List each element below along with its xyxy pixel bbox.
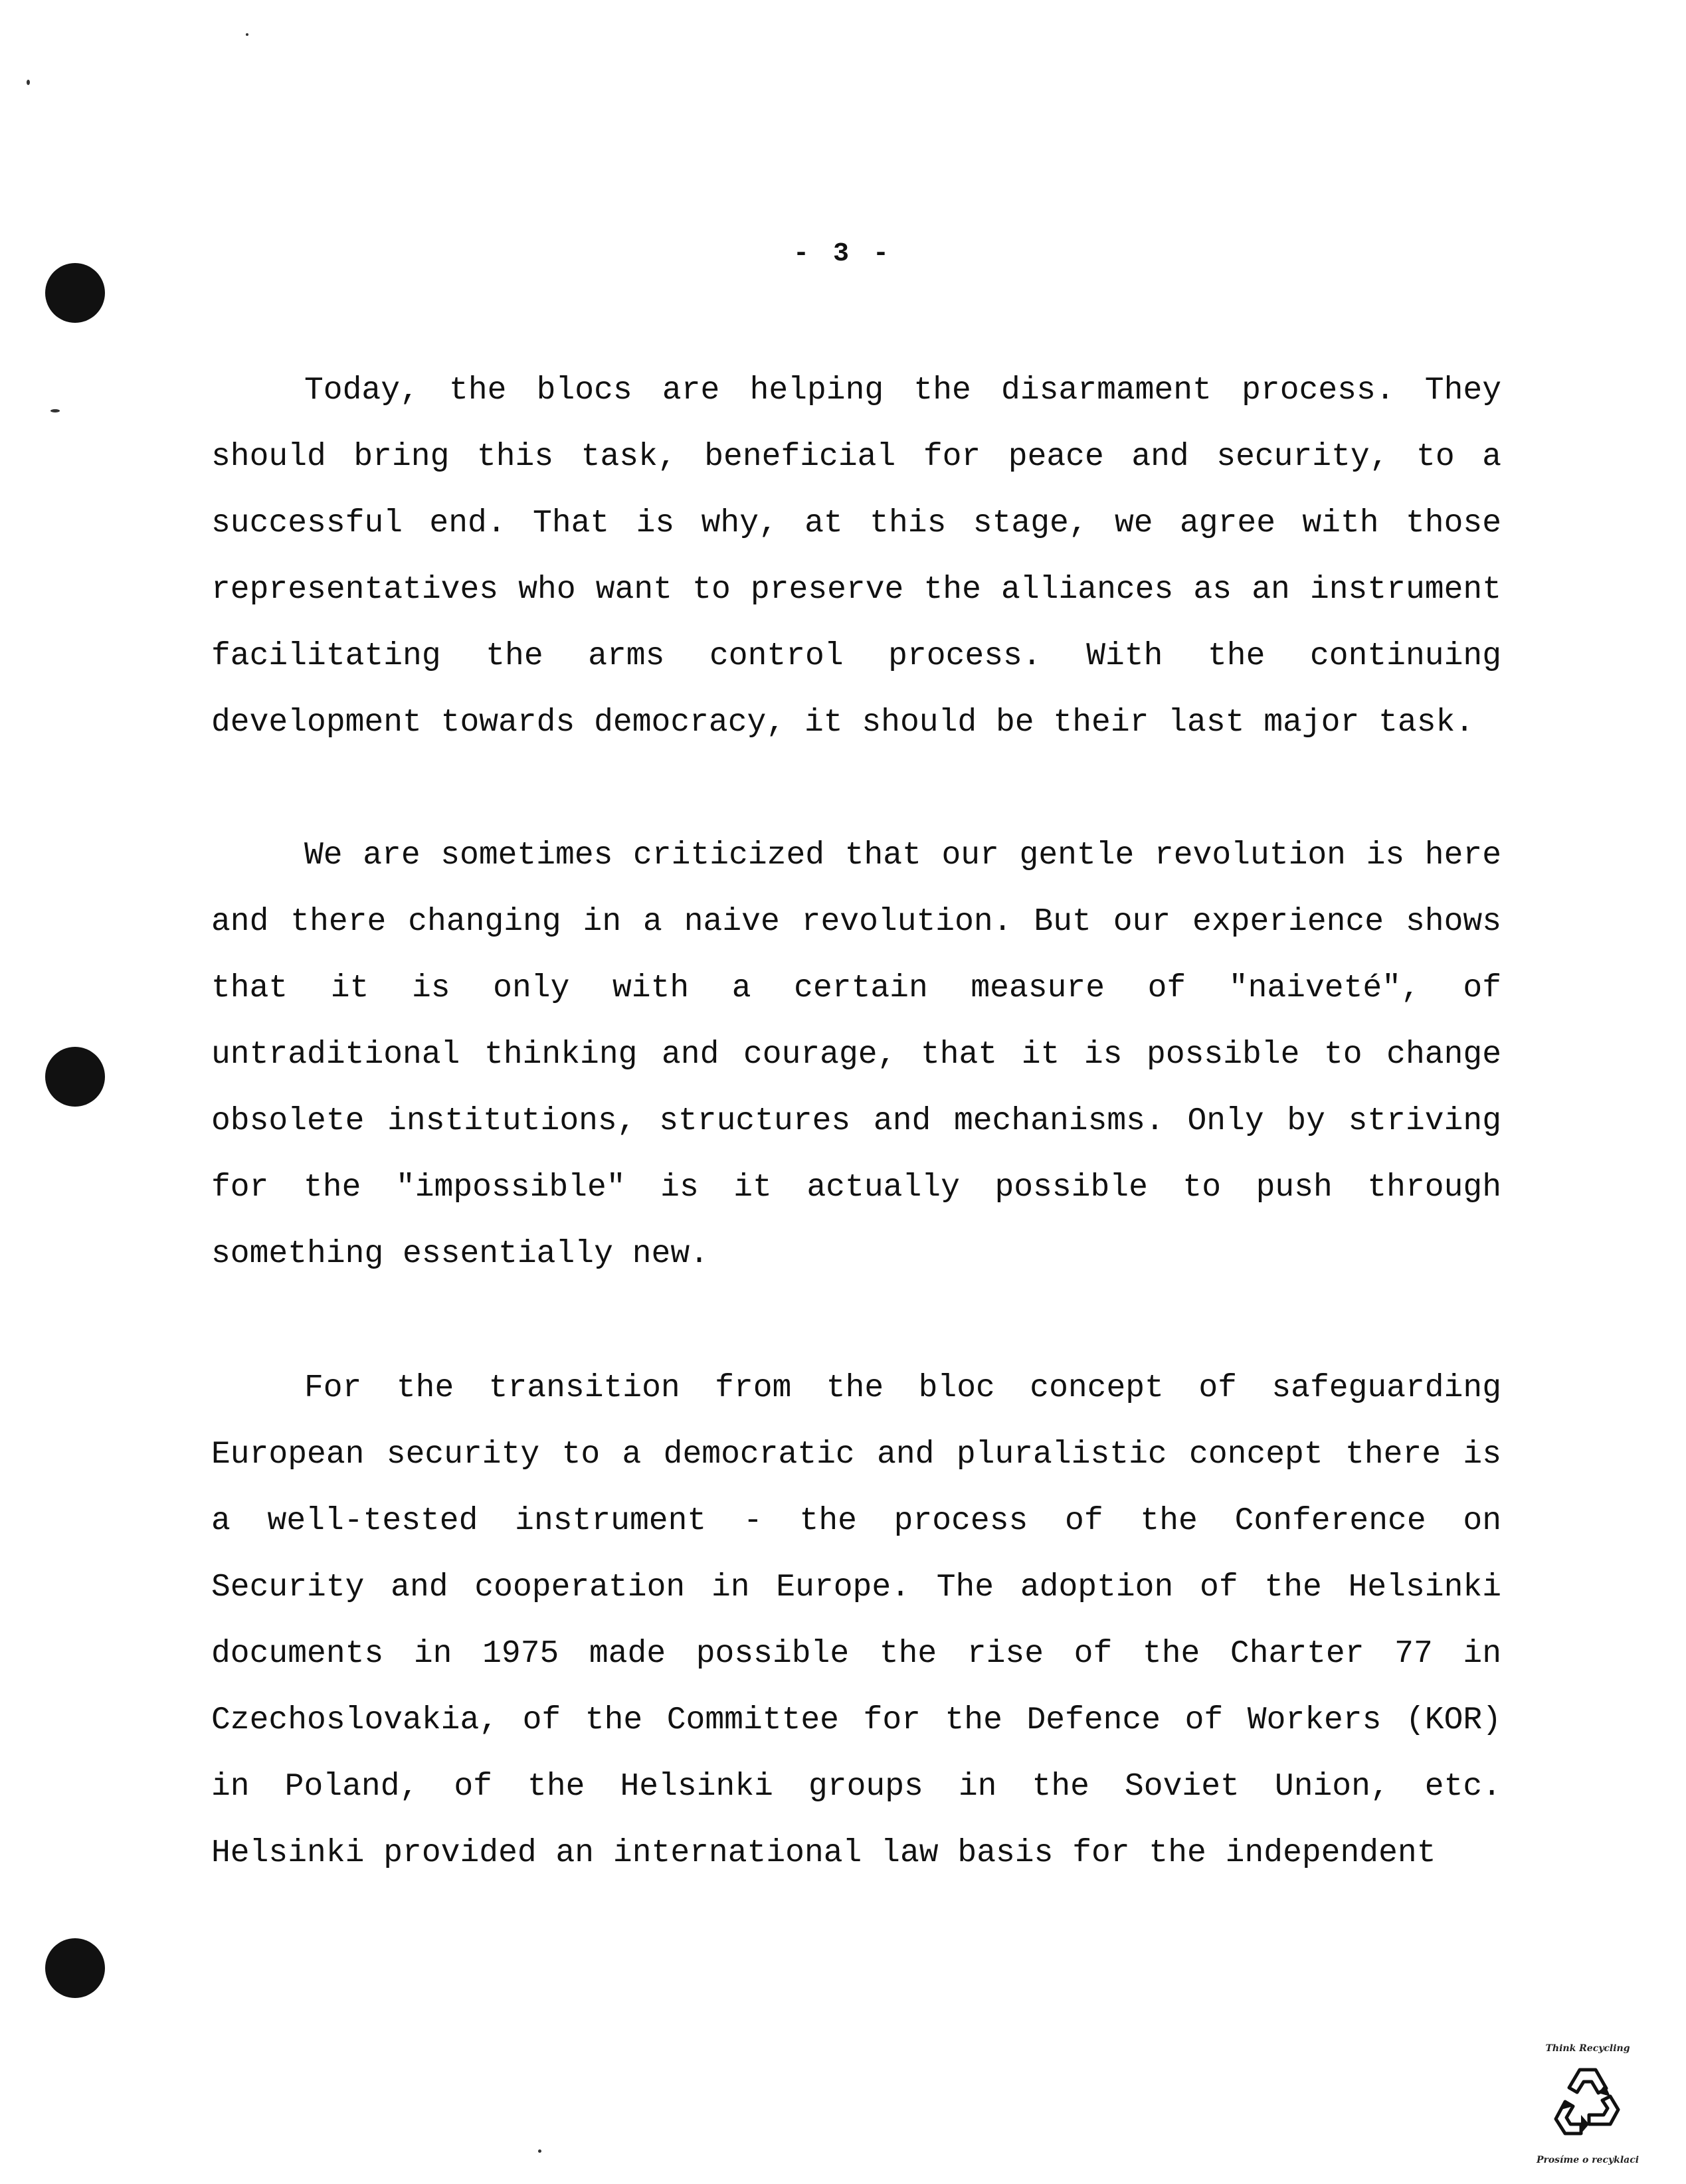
recycle-mark xyxy=(1535,2043,1641,2176)
punch-hole-top xyxy=(45,263,105,323)
paragraph-3 xyxy=(211,1355,1501,1886)
recycle-bottom-text: Prosíme o recyklaci xyxy=(1536,2155,1639,2165)
scan-speck xyxy=(27,80,30,85)
paragraph-2 xyxy=(211,822,1501,1287)
paragraph-3-text: For the transition from the bloc concept of safeguarding European security to a democratic and pluralistic concept there is a well-tested instrument - the process of the Conference on Security and cooperation in Europe. The adoption of the Helsinki documents in 1975 made possible the rise of the Charter 77 in Czechoslovakia, of the Committee for the Defence of Workers (KOR) in Poland, of the Helsinki groups in the Soviet Union, etc. Helsinki provided an international law basis for the independent xyxy=(211,1370,1501,1871)
punch-hole-bottom xyxy=(45,1938,105,1998)
paragraph-2-text: We are sometimes criticized that our gentle revolution is here and there changing in a naive revolution. But our experience shows that it is only with a certain measure of "naiveté", of untraditional thinking and courage, that it is possible to change obsolete institutions, structures and mechanisms. Only by striving for the "impossible" is it actually possible to push through something essentially new. xyxy=(211,838,1501,1272)
scan-speck xyxy=(538,2149,541,2153)
paragraph-1-text: Today, the blocs are helping the disarmament process. They should bring this task, beneficial for peace and security, to a successful end. That is why, at this stage, we agree with those representatives who want to preserve the alliances as an instrument facilitating the arms control process. With the continuing development towards democracy, it should be their last major task. xyxy=(211,373,1501,741)
scan-speck xyxy=(246,33,248,36)
recycle-top-text: Think Recycling xyxy=(1545,2043,1630,2054)
punch-hole-middle xyxy=(45,1047,105,1107)
scan-speck xyxy=(50,409,60,412)
recycle-icon xyxy=(1541,2058,1634,2151)
paragraph-1 xyxy=(211,357,1501,756)
page-number: - 3 - xyxy=(793,239,893,269)
